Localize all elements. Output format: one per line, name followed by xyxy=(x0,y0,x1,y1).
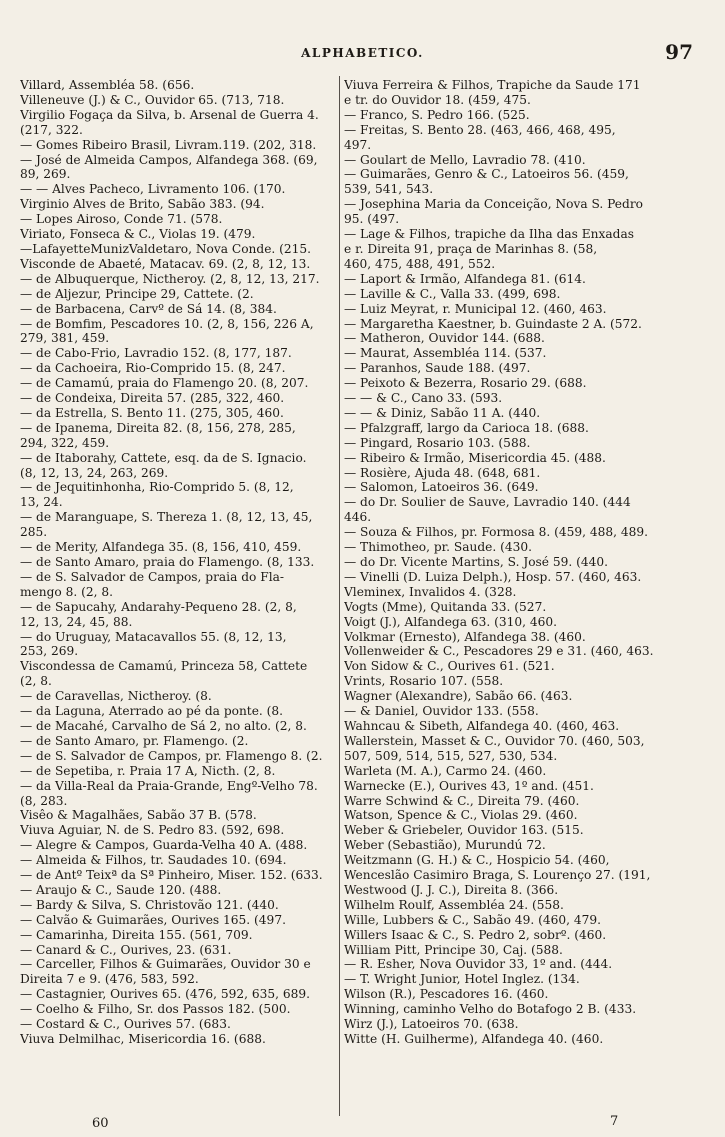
directory-entry-line: 460, 475, 488, 491, 552. xyxy=(344,256,496,271)
directory-entry-line: — da Villa-Real da Praia-Grande, Engº-Velho 78. xyxy=(20,778,318,793)
directory-entry-line: — Salomon, Latoeiros 36. (649. xyxy=(344,480,539,495)
directory-entry-line: —LafayetteMunizValdetaro, Nova Conde. (215. xyxy=(20,241,312,256)
directory-entry-line: — Laport & Irmão, Alfandega 81. (614. xyxy=(344,271,586,286)
directory-entry-line: — de Santo Amaro, pr. Flamengo. (2. xyxy=(20,733,249,748)
directory-entry-line: — Alegre & Campos, Guarda-Velha 40 A. (488. xyxy=(20,838,308,853)
directory-entry-line: — da Estrella, S. Bento 11. (275, 305, 460. xyxy=(20,405,284,420)
directory-entry-line: Watson, Spence & C., Violas 29. (460. xyxy=(344,808,578,823)
directory-entry-line: 285. xyxy=(20,525,48,540)
directory-entry-line: — de Ipanema, Direita 82. (8, 156, 278, 285, xyxy=(20,420,296,435)
directory-entry-line: (217, 322. xyxy=(20,122,83,137)
directory-entry-line: Virginio Alves de Brito, Sabão 383. (94. xyxy=(20,197,265,212)
directory-entry-line: — Lage & Filhos, trapiche da Ilha das Enxadas xyxy=(344,227,634,242)
directory-entry-line: Voigt (J.), Alfandega 63. (310, 460. xyxy=(344,614,557,629)
directory-entry-line: Wirz (J.), Latoeiros 70. (638. xyxy=(344,1017,519,1032)
directory-entry-line: — Laville & C., Valla 33. (499, 698. xyxy=(344,286,561,301)
directory-entry-line: — de Aljezur, Principe 29, Cattete. (2. xyxy=(20,286,254,301)
directory-entry-line: 294, 322, 459. xyxy=(20,435,110,450)
directory-entry-line: Wallerstein, Masset & C., Ouvidor 70. (460, 503, xyxy=(344,733,645,748)
directory-entry-line: — Margaretha Kaestner, b. Guindaste 2 A. (572. xyxy=(344,316,642,331)
directory-entry-line: Winning, caminho Velho do Botafogo 2 B. (433. xyxy=(344,1002,637,1017)
directory-entry-line: — de Sapucahy, Andarahy-Pequeno 28. (2, 8, xyxy=(20,599,297,614)
directory-entry-line: Wahncau & Sibeth, Alfandega 40. (460, 463. xyxy=(344,718,620,733)
directory-entry-line: Wilson (R.), Pescadores 16. (460. xyxy=(344,987,549,1002)
directory-entry-line: Wille, Lubbers & C., Sabão 49. (460, 479. xyxy=(344,912,601,927)
directory-entry-line: — Souza & Filhos, pr. Formosa 8. (459, 488, 489. xyxy=(344,525,649,540)
directory-entry-line: — Bardy & Silva, S. Christovão 121. (440. xyxy=(20,897,279,912)
directory-entry-line: Warre Schwind & C., Direita 79. (460. xyxy=(344,793,580,808)
directory-entry-line: — de Barbacena, Carvº de Sá 14. (8, 384. xyxy=(20,301,277,316)
directory-entry-line: William Pitt, Principe 30, Caj. (588. xyxy=(344,942,563,957)
directory-entry-line: — Calvão & Guimarães, Ourives 165. (497. xyxy=(20,912,286,927)
page-header xyxy=(0,40,725,70)
directory-entry-line: — Luiz Meyrat, r. Municipal 12. (460, 463. xyxy=(344,301,607,316)
directory-entry-line: — do Dr. Soulier de Sauve, Lavradio 140. (444 xyxy=(344,495,631,510)
directory-entry-line: — Matheron, Ouvidor 144. (688. xyxy=(344,331,545,346)
directory-entry-line: — de Sepetiba, r. Praia 17 A, Nicth. (2, 8. xyxy=(20,763,276,778)
directory-entry-line: Visêo & Magalhães, Sabão 37 B. (578. xyxy=(20,808,257,823)
directory-entry-line: (8, 283. xyxy=(20,793,68,808)
directory-entry-line: — Pingard, Rosario 103. (588. xyxy=(344,435,531,450)
directory-entry-line: Wagner (Alexandre), Sabão 66. (463. xyxy=(344,689,573,704)
directory-entry-line: — José de Almeida Campos, Alfandega 368. (69, xyxy=(20,152,318,167)
directory-entry-line: — de Albuquerque, Nictheroy. (2, 8, 12, 13, 217. xyxy=(20,271,320,286)
directory-entry-line: Wenceslão Casimiro Braga, S. Lourenço 27. (191, xyxy=(344,868,651,883)
directory-entry-line: e r. Direita 91, praça de Marinhas 8. (58, xyxy=(344,241,598,256)
directory-entry-line: Weitzmann (G. H.) & C., Hospicio 54. (460, xyxy=(344,853,610,868)
footer-signature-mark: 60 xyxy=(92,1116,109,1131)
directory-entry-line: Viriato, Fonseca & C., Violas 19. (479. xyxy=(20,227,256,242)
directory-entry-line: Viuva Ferreira & Filhos, Trapiche da Saude 171 xyxy=(344,78,641,92)
directory-entry-line: — de S. Salvador de Campos, pr. Flamengo 8. (2. xyxy=(20,748,323,763)
directory-entry-line: — — & C., Cano 33. (593. xyxy=(344,391,503,406)
directory-entry-line: — Pfalzgraff, largo da Carioca 18. (688. xyxy=(344,420,589,435)
directory-entry-line: — Araujo & C., Saude 120. (488. xyxy=(20,882,222,897)
directory-entry-line: — Gomes Ribeiro Brasil, Livram.119. (202, 318. xyxy=(20,137,317,152)
directory-entry-line: Virgilio Fogaça da Silva, b. Arsenal de Guerra 4. xyxy=(20,107,319,122)
directory-entry-line: Vrints, Rosario 107. (558. xyxy=(344,674,504,689)
directory-entry-line: — Rosière, Ajuda 48. (648, 681. xyxy=(344,465,541,480)
directory-entry-line: — & Daniel, Ouvidor 133. (558. xyxy=(344,704,539,719)
directory-entry-line: — Goulart de Mello, Lavradio 78. (410. xyxy=(344,152,586,167)
directory-entry-line: 279, 381, 459. xyxy=(20,331,110,346)
directory-entry-line: 12, 13, 24, 45, 88. xyxy=(20,614,133,629)
directory-entry-line: — Paranhos, Saude 188. (497. xyxy=(344,361,531,376)
directory-entry-line: Villeneuve (J.) & C., Ouvidor 65. (713, 718. xyxy=(20,92,285,107)
directory-entry-line: — de Antº Teixª da Sª Pinheiro, Miser. 152. (633. xyxy=(20,868,323,883)
directory-entry-line: Villard, Assembléa 58. (656. xyxy=(20,78,195,92)
directory-entry-line: — T. Wright Junior, Hotel Inglez. (134. xyxy=(344,972,580,987)
footer-signature-mark-right: 7 xyxy=(610,1114,619,1129)
directory-entry-line: 13, 24. xyxy=(20,495,63,510)
directory-entry-line: Willers Isaac & C., S. Pedro 2, sobrº. (460. xyxy=(344,927,607,942)
directory-entry-line: — Camarinha, Direita 155. (561, 709. xyxy=(20,927,253,942)
directory-entry-line: — R. Esher, Nova Ouvidor 33, 1º and. (444. xyxy=(344,957,613,972)
directory-entry-line: Von Sidow & C., Ourives 61. (521. xyxy=(344,659,555,674)
directory-entry-line: — Almeida & Filhos, tr. Saudades 10. (694. xyxy=(20,853,287,868)
directory-entry-line: — — Alves Pacheco, Livramento 106. (170. xyxy=(20,182,286,197)
right-column xyxy=(344,78,704,1047)
directory-entry-line: 95. (497. xyxy=(344,212,400,227)
directory-entry-line: — de Maranguape, S. Thereza 1. (8, 12, 13, 45, xyxy=(20,510,313,525)
directory-entry-line: — Guimarães, Genro & C., Latoeiros 56. (459, xyxy=(344,167,629,182)
directory-entry-line: — da Laguna, Aterrado ao pé da ponte. (8. xyxy=(20,704,284,719)
directory-entry-line: — de Caravellas, Nictheroy. (8. xyxy=(20,689,212,704)
directory-entry-line: — Castagnier, Ourives 65. (476, 592, 635, 689. xyxy=(20,987,311,1002)
directory-entry-line: — de Camamú, praia do Flamengo 20. (8, 207. xyxy=(20,376,309,391)
directory-entry-line: — de Bomfim, Pescadores 10. (2, 8, 156, 226 A, xyxy=(20,316,314,331)
directory-entry-line: — — & Diniz, Sabão 11 A. (440. xyxy=(344,405,541,420)
directory-entry-line: (2, 8. xyxy=(20,674,52,689)
directory-entry-line: mengo 8. (2, 8. xyxy=(20,584,114,599)
directory-entry-line: Visconde de Abaeté, Matacav. 69. (2, 8, 12, 13. xyxy=(20,256,311,271)
directory-entry-line: — de Cabo-Frio, Lavradio 152. (8, 177, 187. xyxy=(20,346,292,361)
directory-entry-line: — da Cachoeira, Rio-Comprido 15. (8, 247. xyxy=(20,361,286,376)
directory-entry-line: — Josephina Maria da Conceição, Nova S. Pedro xyxy=(344,197,643,212)
directory-entry-line: — Thimotheo, pr. Saude. (430. xyxy=(344,540,533,555)
directory-entry-line: Volkmar (Ernesto), Alfandega 38. (460. xyxy=(344,629,586,644)
directory-entry-line: Witte (H. Guilherme), Alfandega 40. (460. xyxy=(344,1032,604,1046)
header-title: ALPHABETICO. xyxy=(301,46,424,60)
directory-entry-line: Vleminex, Invalidos 4. (328. xyxy=(344,584,517,599)
directory-entry-line: — Canard & C., Ourives, 23. (631. xyxy=(20,942,232,957)
directory-entry-line: 446. xyxy=(344,510,372,525)
left-column xyxy=(20,78,336,1047)
directory-entry-line: — Maurat, Assembléa 114. (537. xyxy=(344,346,547,361)
directory-entry-line: — Vinelli (D. Luiza Delph.), Hosp. 57. (460, 463. xyxy=(344,569,642,584)
directory-entry-line: — Peixoto & Bezerra, Rosario 29. (688. xyxy=(344,376,587,391)
directory-entry-line: Viscondessa de Camamú, Princeza 58, Cattete xyxy=(20,659,308,674)
page-number: 97 xyxy=(665,40,693,64)
directory-entry-line: Viuva Delmilhac, Misericordia 16. (688. xyxy=(20,1032,266,1046)
directory-entry-line: — do Dr. Vicente Martins, S. José 59. (440. xyxy=(344,555,609,569)
directory-entry-line: 539, 541, 543. xyxy=(344,182,434,197)
directory-entry-line: — de Merity, Alfandega 35. (8, 156, 410, 459. xyxy=(20,540,302,555)
directory-entry-line: — de Jequitinhonha, Rio-Comprido 5. (8, 12, xyxy=(20,480,294,495)
directory-entry-line: 507, 509, 514, 515, 527, 530, 534. xyxy=(344,748,558,763)
directory-entry-line: Vogts (Mme), Quitanda 33. (527. xyxy=(344,599,547,614)
directory-entry-line: — Ribeiro & Irmão, Misericordia 45. (488. xyxy=(344,450,606,465)
directory-entry-line: 89, 269. xyxy=(20,167,71,182)
column-divider xyxy=(339,76,340,1116)
directory-entry-line: — Freitas, S. Bento 28. (463, 466, 468, 495, xyxy=(344,122,616,137)
directory-entry-line: Westwood (J. J. C.), Direita 8. (366. xyxy=(344,882,559,897)
directory-entry-line: Warleta (M. A.), Carmo 24. (460. xyxy=(344,763,547,778)
directory-entry-line: Warnecke (E.), Ourives 43, 1º and. (451. xyxy=(344,778,594,793)
directory-entry-line: (8, 12, 13, 24, 263, 269. xyxy=(20,465,169,480)
directory-entry-line: — de Santo Amaro, praia do Flamengo. (8, 133. xyxy=(20,555,315,569)
directory-entry-line: 253, 269. xyxy=(20,644,79,659)
directory-entry-line: — de Itaborahy, Cattete, esq. da de S. Ignacio. xyxy=(20,450,307,465)
directory-entry-line: Viuva Aguiar, N. de S. Pedro 83. (592, 698. xyxy=(20,823,285,838)
directory-entry-line: Wilhelm Roulf, Assembléa 24. (558. xyxy=(344,897,564,912)
directory-entry-line: Weber (Sebastião), Murundú 72. xyxy=(344,838,546,853)
directory-entry-line: — Lopes Airoso, Conde 71. (578. xyxy=(20,212,223,227)
directory-entry-line: — de Condeixa, Direita 57. (285, 322, 460. xyxy=(20,391,285,406)
directory-entry-line: Direita 7 e 9. (476, 583, 592. xyxy=(20,972,199,987)
directory-entry-line: Vollenweider & C., Pescadores 29 e 31. (460, 463. xyxy=(344,644,654,659)
directory-entry-line: — de S. Salvador de Campos, praia do Fla- xyxy=(20,569,284,584)
directory-entry-line: — Franco, S. Pedro 166. (525. xyxy=(344,107,530,122)
directory-entry-line: — Coelho & Filho, Sr. dos Passos 182. (500. xyxy=(20,1002,291,1017)
directory-entry-line: — Costard & C., Ourives 57. (683. xyxy=(20,1017,231,1032)
directory-entry-line: — Carceller, Filhos & Guimarães, Ouvidor 30 e xyxy=(20,957,311,972)
directory-entry-line: — de Macahé, Carvalho de Sá 2, no alto. (2, 8. xyxy=(20,718,307,733)
directory-entry-line: 497. xyxy=(344,137,372,152)
directory-entry-line: — do Uruguay, Matacavallos 55. (8, 12, 13, xyxy=(20,629,287,644)
directory-entry-line: Weber & Griebeler, Ouvidor 163. (515. xyxy=(344,823,584,838)
directory-entry-line: e tr. do Ouvidor 18. (459, 475. xyxy=(344,92,531,107)
